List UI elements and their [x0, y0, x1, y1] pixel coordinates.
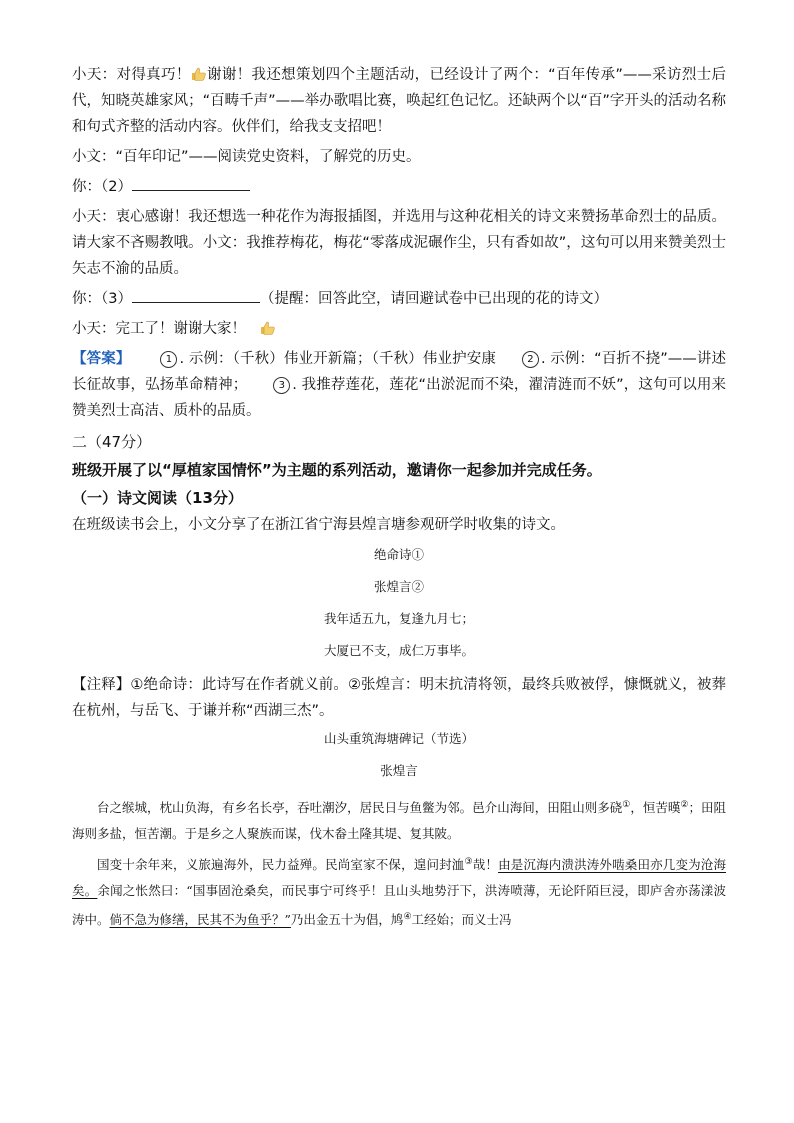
answer-tag: 【答案】 [72, 351, 131, 367]
poem-title: 绝命诗① [373, 547, 424, 562]
part-two-heading: 二（47分） [72, 433, 152, 451]
dialog-line-xiaowen-1: 小文：“百年印记”——阅读党史资料，了解党的历史。 [72, 149, 421, 165]
essay-author: 张煌言 [380, 763, 418, 778]
reading-lead: 在班级读书会上，小文分享了在浙江省宁海县煌言塘参观研学时收集的诗文。 [72, 517, 565, 533]
part-two-intro: 班级开展了以“厚植家国情怀”为主题的系列活动，邀请你一起参加并完成任务。 [72, 461, 602, 479]
essay-header [72, 730, 726, 780]
underlined-sentence-1: 由是沉海内溃洪涛外啮桑田亦几变为沧海矣。 [72, 857, 726, 899]
dialog-line-you-3: 你：（3） （提醒：回答此空，请回避试卷中已出现的花的诗文） [72, 286, 726, 312]
dialog-line-xiaotian-2: 小天：衷心感谢！我还想选一种花作为海报插图，并选用与这种花相关的诗文来赞扬革命烈士的品质。请大家不吝赐教哦。小文：我推荐梅花，梅花“零落成泥碾作尘，只有香如故”，这句可以用来赞美烈士矢志不渝的品质。 [72, 209, 726, 277]
poem-block [72, 546, 726, 660]
answer-blank-2[interactable] [132, 174, 250, 191]
subsection-heading: （一）诗文阅读（13分） [72, 489, 243, 507]
dialog-line-xiaotian-3: 小天：完工了！谢谢大家！ [72, 316, 726, 342]
poem-line-1: 我年适五九，复逢九月七； [323, 611, 474, 626]
circled-number-3: 3 [273, 377, 290, 394]
document-page [72, 62, 726, 935]
circled-number-2: 2 [522, 351, 539, 368]
poem-line-2: 大厦已不支，成仁万事毕。 [323, 643, 474, 658]
dialog-line-you-2: 你：（2） [72, 174, 726, 200]
underlined-sentence-2: 倘不急为修缮，民其不为鱼乎？” [109, 912, 291, 928]
answer-block: 【答案】 1 . 示例：（千秋）伟业开新篇；（千秋）伟业护安康 2 . 示例：“百折不挠”——讲述长征故事，弘扬革命精神； 3 . 我推荐莲花，莲花“出淤泥而不染，濯清涟而不妖”，这句可以用来赞美烈士高洁、质朴的品质。 [72, 351, 727, 419]
poem-author: 张煌言② [373, 579, 424, 594]
thumbs-up-icon [260, 321, 276, 335]
circled-number-1: 1 [160, 351, 177, 368]
dialog-line-xiaotian-1: 小天：对得真巧！ 谢谢！我还想策划四个主题活动，已经设计了两个：“百年传承”——采访烈士后代，知晓英雄家风；“百畴千声”——举办歌唱比赛，唤起红色记忆。还缺两个以“百”字开头的活动名称和句式齐整的活动内容。伙伴们，给我支支招吧！ [72, 67, 727, 135]
essay-paragraph-2: 国变十余年来，义旅遍海外，民力益殚。民尚室家不保，遑问封洫③哉！由是沉海内溃洪涛外啮桑田亦几变为沧海矣。余闻之怅然曰：“国事固沧桑矣，而民事宁可终乎！且山头地势汙下，洪涛喷薄，无论阡陌巨浸，即庐舍亦荡漾波涛中。倘不急为修缮，民其不为鱼乎？”乃出金五十为倡，鸠④工经始；而义士冯 [72, 857, 726, 928]
answer-blank-3[interactable] [132, 286, 260, 303]
essay-paragraph-1: 台之缑城，枕山负海，有乡名长亭，吞吐潮汐，居民日与鱼鳖为邻。邑介山海间，田阻山则多硗①，恒苦暵②；田阻海则多盐，恒苦潮。于是乡之人聚族而谋，伐木畚土隆其堤、复其陂。 [72, 800, 726, 842]
poem-note: 【注释】①绝命诗：此诗写在作者就义前。②张煌言：明末抗清将领，最终兵败被俘，慷慨就义，被葬在杭州，与岳飞、于谦并称“西湖三杰”。 [72, 677, 726, 719]
thumbs-up-icon [191, 67, 207, 81]
essay-title: 山头重筑海塘碑记（节选） [323, 731, 474, 746]
